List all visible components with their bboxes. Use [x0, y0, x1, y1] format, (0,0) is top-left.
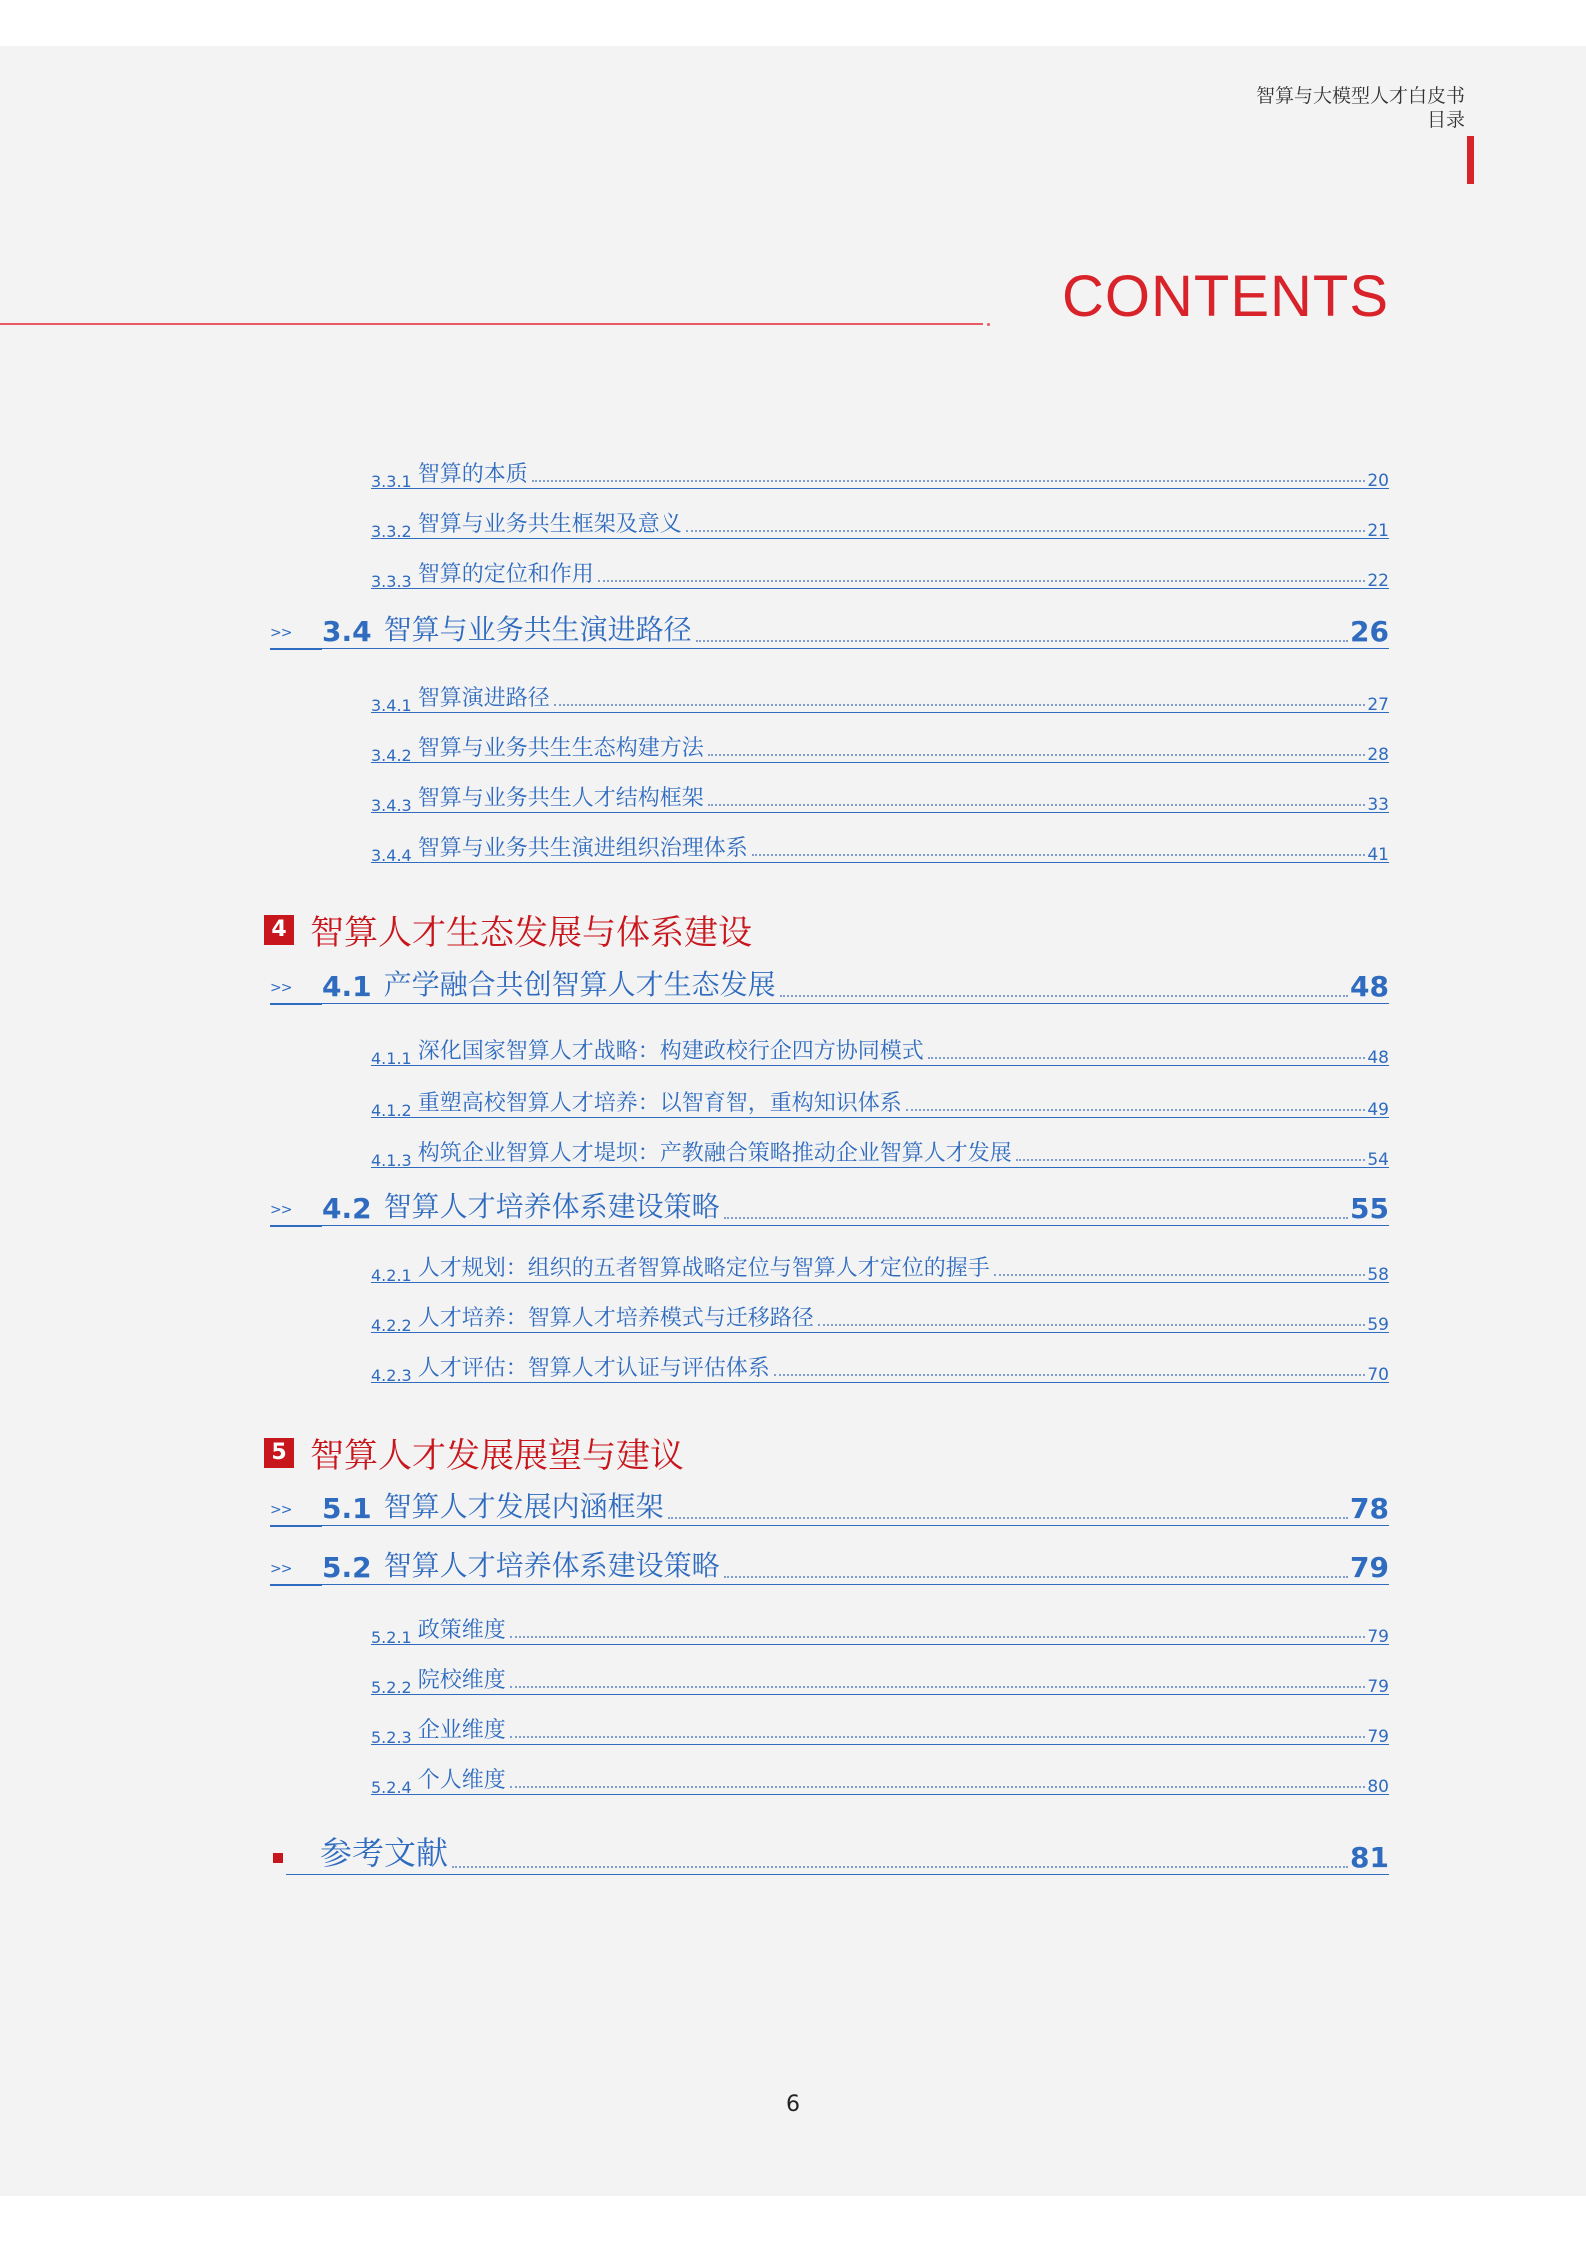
entry-number: 4.1.1	[371, 1049, 412, 1068]
chapter-title: 智算人才发展展望与建议	[310, 1436, 684, 1476]
entry-number: 3.3.1	[371, 472, 412, 491]
bullet-square-icon	[273, 1853, 283, 1863]
entry-page: 79	[1367, 1677, 1389, 1697]
running-header	[1256, 85, 1465, 133]
section-number: 5.2	[322, 1551, 372, 1584]
arrow-underline	[270, 1003, 322, 1005]
entry-number: 4.2.2	[371, 1316, 412, 1335]
entry-number: 3.3.2	[371, 522, 412, 541]
toc-entry-5-2-3[interactable]	[371, 1712, 1389, 1745]
dot-leader	[668, 1516, 1348, 1519]
toc-entry-4-2-1[interactable]	[371, 1250, 1389, 1283]
chapter-4-heading[interactable]	[264, 905, 752, 954]
section-title: 智算人才培养体系建设策略	[383, 1549, 720, 1582]
toc-entry-4-1-3[interactable]	[371, 1135, 1389, 1168]
dot-leader	[510, 1635, 1366, 1638]
dot-leader	[708, 753, 1366, 756]
dot-leader	[554, 703, 1366, 706]
dot-leader	[452, 1865, 1348, 1868]
dot-leader	[686, 529, 1366, 532]
arrow-marker: >>	[270, 1202, 292, 1218]
dot-leader	[696, 639, 1348, 642]
entry-page: 21	[1367, 521, 1389, 541]
entry-number: 4.1.3	[371, 1151, 412, 1170]
chapter-number-badge: 5	[264, 1438, 294, 1468]
entry-number: 3.3.3	[371, 572, 412, 591]
entry-title: 深化国家智算人才战略：构建政校行企四方协同模式	[417, 1039, 924, 1064]
toc-section-5-1[interactable]	[322, 1483, 1389, 1526]
entry-title: 智算与业务共生演进组织治理体系	[417, 836, 748, 861]
entry-number: 4.2.1	[371, 1266, 412, 1285]
section-number: 4.2	[322, 1192, 372, 1225]
entry-title: 院校维度	[417, 1668, 506, 1693]
toc-entry-3-4-4[interactable]	[371, 830, 1389, 863]
toc-section-5-2[interactable]	[322, 1542, 1389, 1585]
entry-title: 人才规划：组织的五者智算战略定位与智算人才定位的握手	[417, 1256, 990, 1281]
dot-leader	[510, 1785, 1366, 1788]
page-number: 6	[786, 2092, 800, 2117]
arrow-marker: >>	[270, 625, 292, 641]
dot-leader	[994, 1273, 1366, 1276]
toc-section-4-1[interactable]	[322, 961, 1389, 1004]
section-number: 5.1	[322, 1492, 372, 1525]
toc-entry-5-2-1[interactable]	[371, 1612, 1389, 1645]
toc-entry-3-3-2[interactable]	[371, 506, 1389, 539]
heading-rule	[0, 323, 983, 325]
dot-leader	[818, 1323, 1366, 1326]
references-title: 参考文献	[320, 1834, 449, 1872]
dot-leader	[510, 1685, 1366, 1688]
section-number: 4.1	[322, 970, 372, 1003]
heading-rule-dot	[987, 323, 990, 326]
entry-title: 智算演进路径	[417, 686, 550, 711]
toc-section-4-2[interactable]	[322, 1183, 1389, 1226]
dot-leader	[906, 1108, 1366, 1111]
entry-title: 人才评估：智算人才认证与评估体系	[417, 1356, 770, 1381]
toc-section-3-4[interactable]	[322, 606, 1389, 649]
dot-leader	[724, 1575, 1348, 1578]
dot-leader	[1016, 1158, 1366, 1161]
entry-page: 59	[1367, 1315, 1389, 1335]
dot-leader	[532, 479, 1366, 482]
chapter-5-heading[interactable]	[264, 1428, 684, 1477]
entry-number: 5.2.2	[371, 1678, 412, 1697]
toc-entry-3-4-2[interactable]	[371, 730, 1389, 763]
entry-page: 41	[1367, 845, 1389, 865]
section-page: 26	[1350, 615, 1389, 648]
entry-title: 智算的定位和作用	[417, 562, 594, 587]
dot-leader	[510, 1735, 1366, 1738]
entry-number: 5.2.4	[371, 1778, 412, 1797]
section-page: 79	[1350, 1551, 1389, 1584]
entry-page: 28	[1367, 745, 1389, 765]
header-title: 智算与大模型人才白皮书	[1255, 85, 1465, 107]
arrow-underline	[270, 1584, 322, 1586]
chapter-title: 智算人才生态发展与体系建设	[310, 913, 752, 953]
dot-leader	[708, 803, 1366, 806]
dot-leader	[774, 1373, 1366, 1376]
entry-page: 48	[1367, 1048, 1389, 1068]
header-subtitle: 目录	[1426, 108, 1465, 131]
toc-entry-3-3-3[interactable]	[371, 556, 1389, 589]
arrow-marker: >>	[270, 980, 292, 996]
entry-page: 58	[1367, 1265, 1389, 1285]
entry-title: 智算与业务共生生态构建方法	[417, 736, 704, 761]
dot-leader	[724, 1216, 1348, 1219]
section-number: 3.4	[322, 615, 372, 648]
section-title: 智算人才发展内涵框架	[383, 1490, 664, 1523]
dot-leader	[780, 994, 1348, 997]
dot-leader	[752, 853, 1366, 856]
entry-page: 33	[1367, 795, 1389, 815]
entry-title: 政策维度	[417, 1618, 506, 1643]
entry-title: 智算与业务共生人才结构框架	[417, 786, 704, 811]
entry-number: 3.4.1	[371, 696, 412, 715]
arrow-marker: >>	[270, 1561, 292, 1577]
arrow-marker: >>	[270, 1502, 292, 1518]
entry-title: 重塑高校智算人才培养：以智育智，重构知识体系	[417, 1091, 902, 1116]
entry-page: 79	[1367, 1727, 1389, 1747]
section-title: 智算人才培养体系建设策略	[383, 1190, 720, 1223]
entry-page: 27	[1367, 695, 1389, 715]
toc-entry-3-3-1[interactable]	[371, 456, 1389, 489]
entry-title: 智算与业务共生框架及意义	[417, 512, 682, 537]
toc-entry-4-2-2[interactable]	[371, 1300, 1389, 1333]
entry-number: 3.4.2	[371, 746, 412, 765]
section-page: 48	[1350, 970, 1389, 1003]
section-page: 55	[1350, 1192, 1389, 1225]
entry-number: 5.2.1	[371, 1628, 412, 1647]
references-page: 81	[1350, 1841, 1389, 1874]
entry-page: 20	[1367, 471, 1389, 491]
entry-title: 构筑企业智算人才堤坝：产教融合策略推动企业智算人才发展	[417, 1141, 1012, 1166]
entry-title: 企业维度	[417, 1718, 506, 1743]
arrow-underline	[270, 1225, 322, 1227]
contents-heading: CONTENTS	[1062, 264, 1389, 329]
chapter-number-badge: 4	[264, 915, 294, 945]
entry-page: 49	[1367, 1100, 1389, 1120]
section-page: 78	[1350, 1492, 1389, 1525]
toc-entry-4-2-3[interactable]	[371, 1350, 1389, 1383]
entry-page: 22	[1367, 571, 1389, 591]
arrow-underline	[270, 648, 322, 650]
arrow-underline	[270, 1525, 322, 1527]
entry-title: 个人维度	[417, 1768, 506, 1793]
section-title: 产学融合共创智算人才生态发展	[383, 968, 776, 1001]
entry-number: 3.4.4	[371, 846, 412, 865]
toc-entry-3-4-1[interactable]	[371, 680, 1389, 713]
toc-entry-5-2-4[interactable]	[371, 1762, 1389, 1795]
toc-entry-4-1-1[interactable]	[371, 1033, 1389, 1066]
entry-page: 54	[1367, 1150, 1389, 1170]
dot-leader	[598, 579, 1366, 582]
entry-number: 4.1.2	[371, 1101, 412, 1120]
toc-entry-5-2-2[interactable]	[371, 1662, 1389, 1695]
entry-number: 3.4.3	[371, 796, 412, 815]
entry-number: 4.2.3	[371, 1366, 412, 1385]
entry-page: 80	[1367, 1777, 1389, 1797]
entry-page: 70	[1367, 1365, 1389, 1385]
entry-title: 人才培养：智算人才培养模式与迁移路径	[417, 1306, 814, 1331]
dot-leader	[928, 1056, 1366, 1059]
entry-number: 5.2.3	[371, 1728, 412, 1747]
toc-entry-4-1-2[interactable]	[371, 1085, 1389, 1118]
toc-entry-3-4-3[interactable]	[371, 780, 1389, 813]
entry-page: 79	[1367, 1627, 1389, 1647]
header-accent-bar	[1467, 136, 1474, 184]
toc-references[interactable]	[286, 1826, 1389, 1875]
section-title: 智算与业务共生演进路径	[383, 613, 692, 646]
entry-title: 智算的本质	[417, 462, 528, 487]
